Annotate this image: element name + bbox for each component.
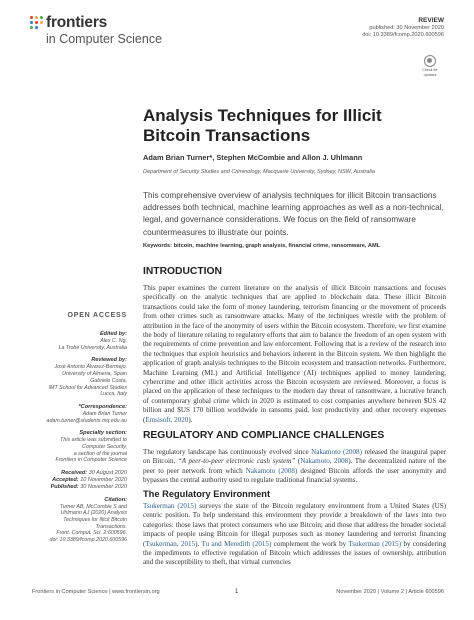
journal-name: frontiers (46, 14, 108, 31)
correspondent-name: Adam Brian Turner (82, 410, 127, 417)
keywords (143, 243, 445, 249)
regulatory-heading-text: REGULATORY AND COMPLIANCE CHALLENGES (143, 430, 385, 441)
correspondence-label: *Correspondence: (78, 403, 127, 410)
citation-text: Transactions. (95, 523, 127, 530)
published-value: 30 November 2020 (80, 483, 127, 490)
environment-heading (143, 489, 446, 499)
article-title: Analysis Techniques for Illicit Bitcoin Transactions (143, 106, 382, 145)
reviewer-affiliation: Lucca, Italy (100, 391, 127, 398)
intro-text: This paper examines the current literature on the analysis of illicit Bitcoin transactions and focuses specifically on the analytic techniques that are applied to blockchain data. These illicit Bitcoin transactions could take the form of money laundering, terrorism financing or the movement of proceeds from other crimes such as ransomware attacks. Many of the techniques wrestle with the problem of attribution in the face of the anonymity of users within the Bitcoin ecosystem. Therefore, we first examine the body of literature relating to regulatory efforts that aim to balance the freedom of an open system with the requirements of crime prevention and law enforcement. Following that is a review of the research into the techniques that exploit heuristics and behaviors inherent in the Bitcoin system. We then highlight the application of graph analysis techniques to the Bitcoin ecosystem and transaction networks. Furthermore, Machine Learning (ML) and Artificial Intelligence (AI) techniques applied to money laundering, cybercrime and other illicit activities across the Bitcoin ecosystem are reviewed. Moreover, a focus is placed on the application of these techniques to the modern day threat of ransomware, a lucrative branch of contemporary global crime which in 2020 is estimated to cost companies anywhere between $US 42 billion and $US 170 billion worldwide in ransoms paid, lost productivity and other recovery expenses ( (143, 284, 446, 424)
citation-link[interactable]: Nakamoto, 2008 (300, 457, 349, 466)
citation-link[interactable]: Nakamoto (2008) (311, 448, 362, 456)
specialty-text: Computer Security, (82, 444, 127, 451)
article-authors[interactable]: Adam Brian Turner*, Stephen McCombie and Allon J. Uhlmann (143, 153, 363, 162)
intro-text-end: ). (188, 415, 193, 424)
accepted-value: 10 November 2020 (80, 476, 127, 483)
reg-text: ( (295, 457, 301, 466)
published-date: published: 30 November 2020 (369, 25, 444, 31)
footer-journal-link[interactable]: Frontiers in Computer Science | www.frontiersin.org (32, 589, 160, 595)
citation-text: Uhlmann AJ (2020) Analysis (60, 510, 127, 517)
keywords-list: bitcoin, machine learning, graph analysis, financial crime, ransomware, AML (173, 243, 381, 249)
published-date-sidebar (32, 484, 127, 491)
received-date (32, 470, 127, 477)
citation-link[interactable]: Nakamoto (2008) (245, 466, 298, 475)
citation-link[interactable]: Tsukerman (2015) (348, 539, 402, 548)
article-meta (362, 17, 444, 39)
specialty-text: a section of the journal (73, 450, 127, 457)
reviewer-affiliation: University of Almeria, Spain (62, 371, 127, 378)
reg-text: released the inaugural paper on Bitcoin, (143, 448, 446, 466)
check-updates-label-2: updates (423, 73, 437, 77)
reviewed-by (32, 357, 127, 398)
env-text: surveys the state of the Bitcoin regulatory environment from a United States (US) centric position. To help understand this environment they provide a breakdown of the laws into two categories: those laws that protect consumers who use Bitcoin; and those that address the broader societal impacts of people using Bitcoin for illegal purposes such as money laundering and terrorist financing ( (143, 502, 446, 548)
reviewer-name[interactable]: José Antonio Álvarez-Bermejo, (54, 364, 127, 371)
citation-link[interactable]: Emsisoft, 2020 (145, 415, 189, 424)
intro-heading (143, 266, 446, 277)
open-access-badge: OPEN ACCESS (67, 312, 127, 319)
citation-text: Techniques for Illicit Bitcoin (63, 516, 127, 523)
frontiers-logo-icon (30, 16, 44, 30)
reg-text: ). The decentralized nature of the peer to peer network from which (143, 457, 446, 475)
correspondence (32, 404, 127, 424)
environment-heading-text: The Regulatory Environment (143, 489, 271, 499)
reg-text: designed Bitcoin affords the user anonymity and bypasses the central authority used to regulate traditional financial systems. (143, 466, 446, 485)
editor-name[interactable]: Alex C. Ng, (100, 338, 127, 344)
specialty-label: Specialty section: (79, 430, 127, 437)
editor-affiliation: La Trobe University, Australia (58, 344, 127, 351)
citation-doi[interactable]: doi: 10.3389/fcomp.2020.600596 (49, 537, 127, 544)
page-header (0, 0, 474, 80)
check-updates-button[interactable] (422, 55, 438, 77)
doi-link[interactable]: doi: 10.3389/fcomp.2020.600596 (362, 32, 444, 38)
env-text: by considering the impediments to effective regulation of Bitcoin which addresses the issues of ownership, attribution and the susceptibility to theft, that virtual currencies (143, 539, 446, 567)
author-affiliation: Department of Security Studies and Criminology, Macquarie University, Sydney, NSW, Australia (143, 169, 375, 175)
regulatory-paragraph (143, 448, 446, 486)
reg-quote: “A peer-to-peer electronic cash system” (177, 457, 296, 466)
reviewer-name[interactable]: Gabriele Costa, (90, 377, 127, 384)
received-value: 30 August 2020 (88, 470, 127, 477)
article-type: REVIEW (418, 17, 444, 24)
check-updates-icon (424, 55, 436, 67)
citation-link[interactable]: Tu and Meredith (2015) (201, 539, 272, 548)
citation-text: Front. Comput. Sci. 2:600596. (56, 530, 127, 537)
environment-paragraph (143, 502, 446, 568)
journal-subtitle: in Computer Science (46, 32, 163, 46)
keywords-label: Keywords: (143, 243, 173, 249)
edited-by-label: Edited by: (99, 331, 127, 337)
citation-label: Citation: (104, 496, 127, 503)
specialty-section (32, 430, 127, 464)
check-updates-label-1: Check for (422, 68, 438, 72)
journal-logo[interactable] (30, 15, 210, 55)
regulatory-heading (143, 430, 446, 441)
citation-link[interactable]: Tsukerman (2015) (143, 502, 197, 510)
article-sidebar (32, 312, 127, 550)
article-dates (32, 470, 127, 490)
abstract: This comprehensive overview of analysis techniques for illicit Bitcoin transactions addresses both technical, machine learning approaches as well as a non-technical, legal, and governance considerations. We focus on the field of ransomware countermeasures to illustrate our points. (143, 191, 444, 237)
page-number: 1 (235, 589, 239, 595)
footer-volume: November 2020 | Volume 2 | Article 600596 (336, 589, 444, 595)
citation-text: Turner AB, McCombie S and (59, 503, 127, 510)
published-label: Published: (50, 483, 79, 490)
edited-by (32, 331, 127, 351)
accepted-label: Accepted: (52, 476, 79, 483)
accepted-date (32, 477, 127, 484)
env-text: ). (195, 539, 202, 548)
specialty-text: This article was submitted to (60, 437, 127, 444)
received-label: Received: (61, 470, 88, 477)
intro-paragraph (143, 284, 446, 425)
citation (32, 497, 127, 544)
correspondent-email[interactable]: adam.turner@students.mq.edu.au (46, 417, 127, 424)
reviewer-affiliation: IMT School for Advanced Studies (48, 384, 127, 391)
specialty-text: Frontiers in Computer Science (55, 457, 127, 464)
env-text: complement the work by (271, 539, 349, 548)
reviewed-by-label: Reviewed by: (91, 357, 127, 364)
intro-heading-text: INTRODUCTION (143, 266, 222, 277)
citation-link[interactable]: Tsukerman, 2015 (145, 539, 196, 548)
reg-text: The regulatory landscape has continuously evolved since (143, 448, 312, 456)
